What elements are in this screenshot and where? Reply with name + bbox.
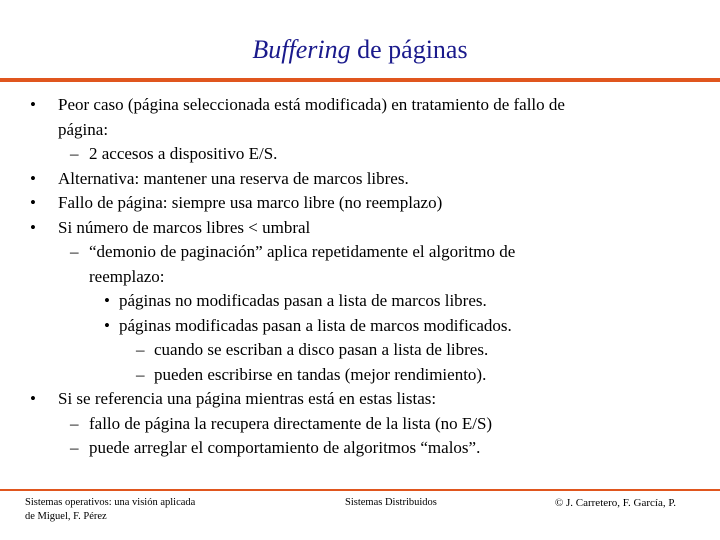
footer-rule [0,489,720,491]
bullet-level3 [0,289,720,314]
bullet-marker: • [30,168,36,188]
bullet-marker: – [70,438,79,457]
bullet-marker: • [30,95,36,114]
bullet-marker: – [136,340,145,359]
bullet-level2 [0,412,720,437]
bullet-text-line: Alternativa: mantener una reserva de marcos libres. [58,168,409,188]
bullet-marker: • [104,291,110,310]
bullet-level2 [0,240,720,289]
footer-book-title: Sistemas operativos: una visión aplicada [25,497,196,508]
bullet-level4 [0,363,720,388]
bullet-level2 [0,436,720,461]
bullet-text-line: 2 accesos a dispositivo E/S. [89,144,278,163]
bullet-marker: • [30,389,36,408]
bullet-marker: – [70,242,79,261]
bullet-text-line: fallo de página la recupera directamente de la lista (no E/S) [89,413,493,433]
bullet-level1 [0,191,720,216]
bullet-level1 [0,216,720,241]
bullet-level4 [0,338,720,363]
bullet-level1 [0,93,720,142]
bullet-marker: • [30,193,36,212]
bullet-level1 [0,167,720,192]
bullet-text-line: páginas no modificadas pasan a lista de marcos libres. [119,291,487,310]
bullet-text-line: páginas modificadas pasan a lista de marcos modificados. [119,315,512,335]
bullet-text-line: Peor caso (página seleccionada está modificada) en tratamiento de fallo de [58,95,565,114]
bullet-text-line: puede arreglar el comportamiento de algoritmos “malos”. [89,438,481,457]
title-rule [0,78,720,82]
bullet-text-line: reemplazo: [89,266,165,286]
footer-course: Sistemas Distribuidos [345,497,437,508]
slide-title-rest: de páginas [350,35,468,64]
bullet-text-line: Si se referencia una página mientras está en estas listas: [58,389,437,408]
bullet-text-line: pueden escribirse en tandas (mejor rendimiento). [154,364,487,384]
footer-copyright: © J. Carretero, F. García, P. [554,497,676,509]
bullet-text-line: “demonio de paginación” aplica repetidamente el algoritmo de [89,242,516,261]
bullet-text-line: Si número de marcos libres < umbral [58,217,311,237]
slide-title [0,34,720,66]
bullet-text-line: página: [58,119,109,139]
bullet-level3 [0,314,720,339]
bullet-marker: • [104,315,110,335]
bullet-text-line: Fallo de página: siempre usa marco libre (no reemplazo) [58,193,443,212]
bullet-level1 [0,387,720,412]
footer-book [25,496,265,524]
footer-book-authors: de Miguel, F. Pérez [25,511,107,522]
bullet-marker: – [70,144,79,163]
bullet-marker: – [136,364,145,384]
bullet-marker: – [70,413,79,433]
bullet-level2 [0,142,720,167]
bullet-marker: • [30,217,36,237]
bullet-text-line: cuando se escriban a disco pasan a lista de libres. [154,340,489,359]
slide-title-italic: Buffering [252,35,351,64]
slide-body [0,93,720,461]
